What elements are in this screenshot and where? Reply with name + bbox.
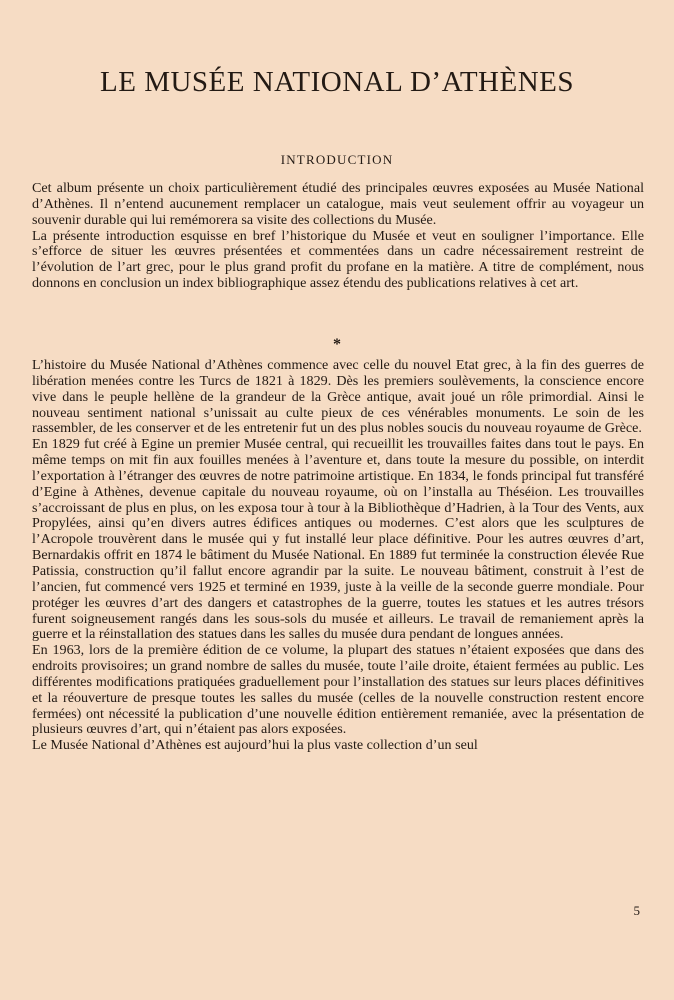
intro-paragraph: La présente introduction esquisse en bref l’historique du Musée et veut en souligner l’importance. Elle s’efforce de situer les œuvres présentées et commentées dans un cadre nécessairement restreint de l’évolution de l’art grec, pour le plus grand profit du profane en la matière. A titre de complément, nous donnons en conclusion un index bibliographique assez étendu des publications relatives à cet art.	[32, 227, 644, 292]
section-separator: *	[333, 336, 341, 353]
page-title: LE MUSÉE NATIONAL D’ATHÈNES	[100, 66, 574, 98]
history-paragraph: Le Musée National d’Athènes est aujourd’hui la plus vaste collection d’un seul	[32, 737, 478, 754]
page-number: 5	[633, 903, 640, 918]
section-heading: INTRODUCTION	[280, 152, 394, 167]
history-paragraph: En 1963, lors de la première édition de ce volume, la plupart des statues n’étaient exposées que dans des endroits provisoires; un grand nombre de salles du musée, toute l’aile droite, étaient fermées au public. Les différentes modifications pratiquées graduellement pour l’installation des statues sur leurs places définitives et la réouverture de presque toutes les salles du musée (celles de la nouvelle construction restent encore fermées) ont nécessité la publication d’une nouvelle édition entièrement remaniée, avec la présentation de plusieurs œuvres d’art, qui n’étaient pas alors exposées.	[32, 642, 644, 738]
intro-text	[32, 181, 644, 292]
history-paragraph: En 1829 fut créé à Egine un premier Musée central, qui recueillit les trouvailles faites dans tout le pays. En même temps on mit fin aux fouilles menées à l’aventure et, dans toute la mesure du possible, on interdit l’exportation à l’étranger des œuvres de notre patrimoine artistique. En 1834, le fonds principal fut transféré d’Egine à Athènes, devenue capitale du nouveau royaume, où on l’installa au Théséion. Les trouvailles s’accroissant de plus en plus, on les exposa tour à tour à la Bibliothèque d’Hadrien, à la Tour des Vents, aux Propylées, ainsi qu’en divers autres édifices antiques ou modernes. C’est alors que les sculptures de l’Acropole trouvèrent dans le musée qui y fut installé leur place définitive. Pour les autres œuvres d’art, Bernardakis offrit en 1874 le bâtiment du Musée National. En 1889 fut terminée la construction élevée Rue Patissia, construction qu’il fallut encore agrandir par la suite. Le nouveau bâtiment, construit à l’est de l’ancien, fut commencé vers 1925 et terminé en 1939, juste à la veille de la seconde guerre mondiale. Pour protéger les œuvres d’art des dangers et catastrophes de la guerre, toutes les statues et les autres trésors furent soigneusement rangés dans les sous-sols du musée et ailleurs. Le travail de remaniement après la guerre et la réinstallation des statues dans les salles du musée dura pendant de longues années.	[32, 436, 644, 643]
intro-paragraph: Cet album présente un choix particulièrement étudié des principales œuvres exposées au Musée National d’Athènes. Il n’entend aucunement remplacer un catalogue, mais veut seulement offrir au voyageur un souvenir durable qui lui remémorera sa visite des collections du Musée.	[32, 180, 644, 228]
history-paragraph: L’histoire du Musée National d’Athènes commence avec celle du nouvel Etat grec, à la fin des guerres de libération menées contre les Turcs de 1821 à 1829. Dès les premiers soulèvements, la conscience encore vive dans le peuple hellène de la grandeur de la Grèce antique, avait joué un rôle primordial. Ainsi le nouveau sentiment national s’unissait au culte pieux de ces vénérables monuments. Le soin de les rassembler, de les conserver et de les entretenir fut un des plus nobles soucis du nouveau royaume de Grèce.	[32, 357, 644, 437]
history-text	[32, 358, 644, 754]
